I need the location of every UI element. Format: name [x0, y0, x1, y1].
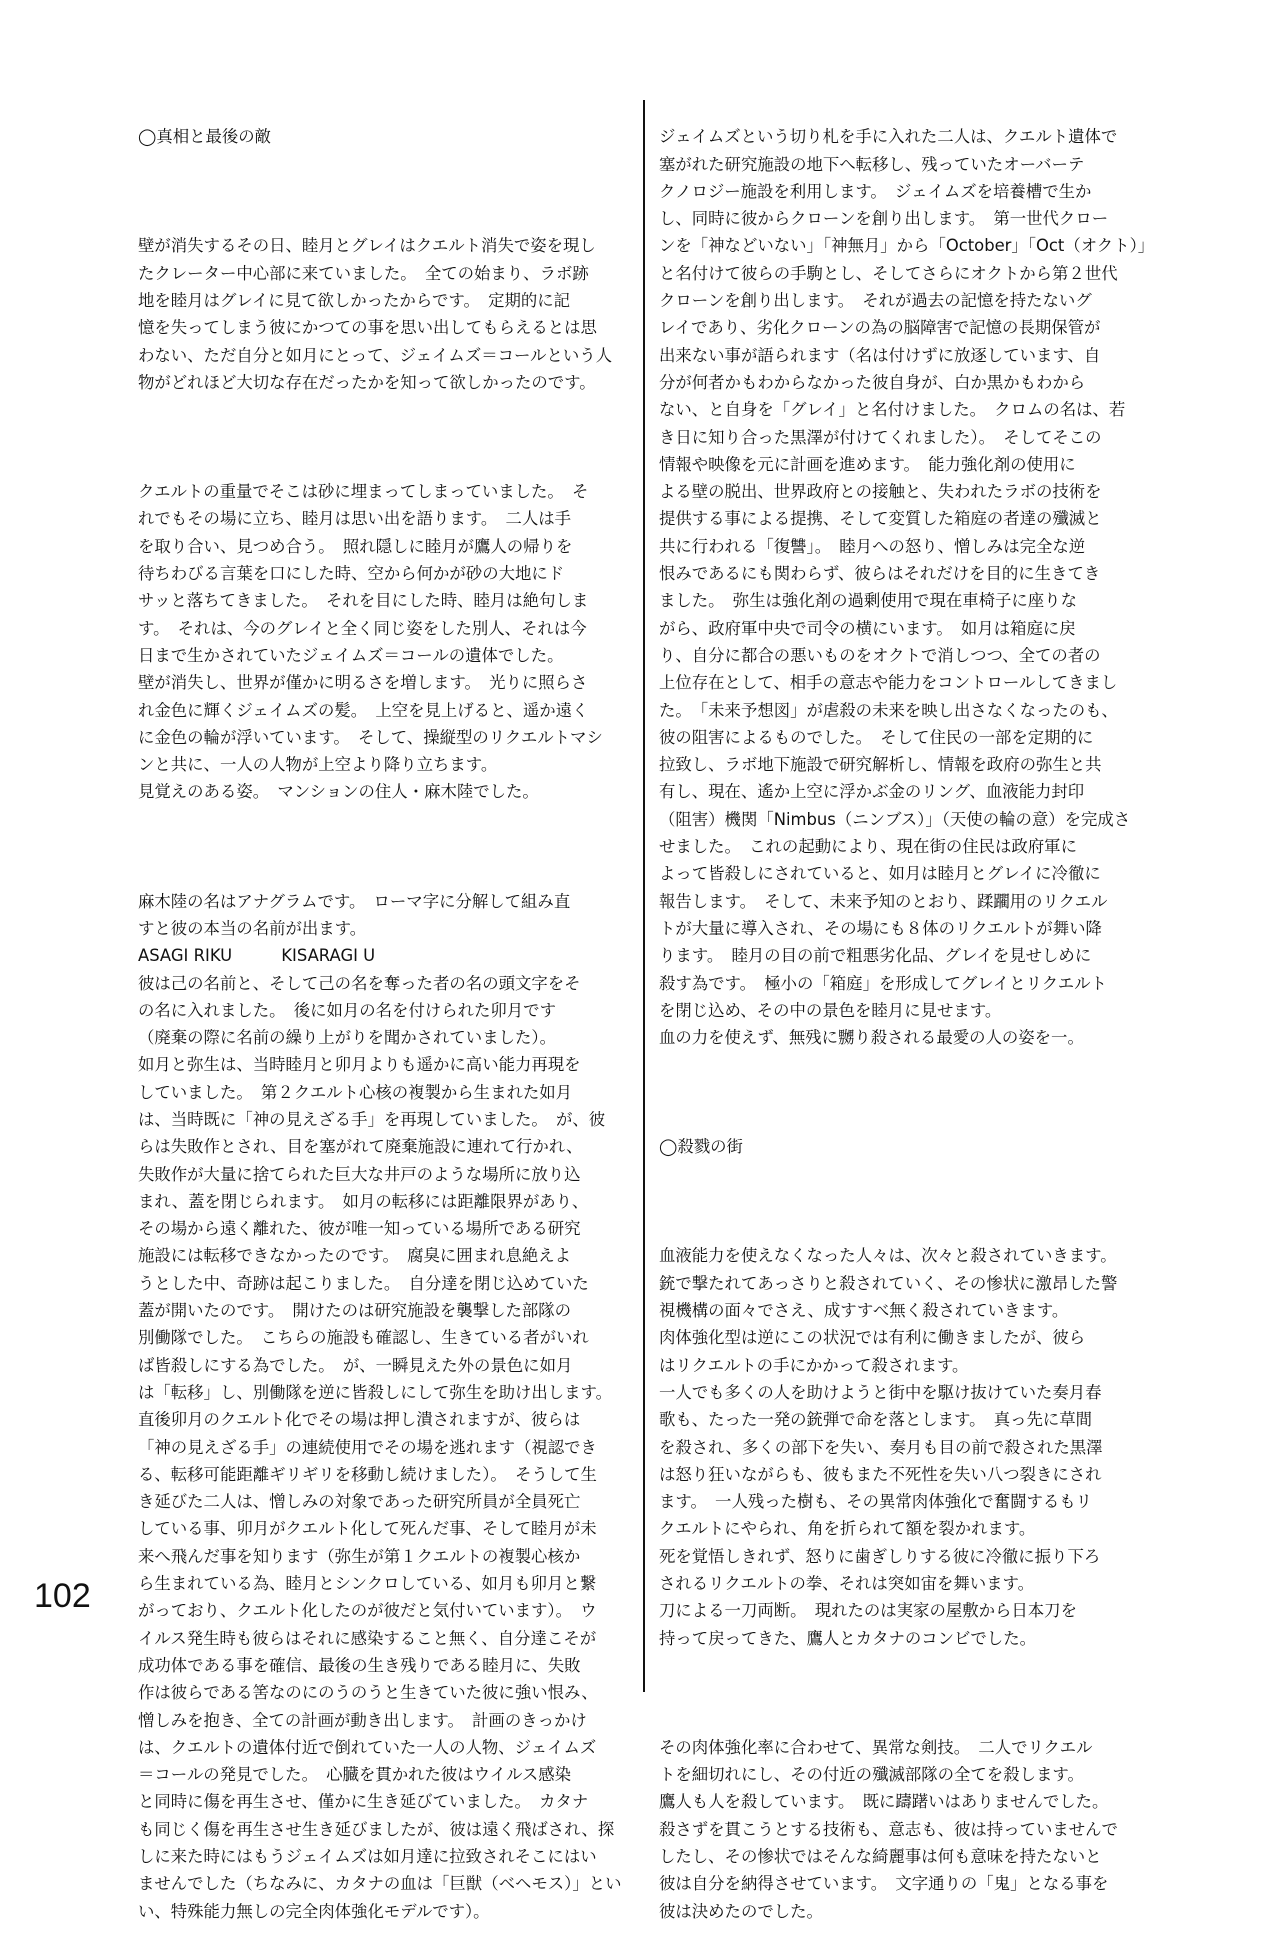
paragraph-gap: [659, 1079, 1161, 1106]
paragraph: その肉体強化率に合わせて、異常な剣技。 二人でリクエル トを細切れにし、その付近の殲滅部隊の全てを殺します。 鷹人も人を殺しています。 既に躊躇いはありませんでした。 殺さずを貫こうとする技術も、意志も、彼は持っていませんで したし、その惨状ではそんな綺麗事は何も意味を持たないと 彼は自分を納得させています。 文字通りの「鬼」となる事を 彼は決めたのでした。: [659, 1737, 1118, 1921]
section-heading-truth: ◯真相と最後の敵: [138, 127, 272, 147]
left-column: [138, 96, 640, 1952]
paragraph-gap: [659, 1679, 1161, 1706]
right-column: [659, 96, 1161, 1952]
section-heading-massacre: ◯殺戮の街: [659, 1137, 743, 1157]
paragraph-gap: [659, 1188, 1161, 1215]
page-number: 102: [34, 1577, 91, 1615]
paragraph-gap: [138, 178, 640, 205]
column-divider: [643, 100, 645, 1692]
paragraph-gap: [138, 833, 640, 860]
paragraph: 麻木陸の名はアナグラムです。 ローマ字に分解して組み直 すと彼の本当の名前が出ます。 ASAGI RIKU KISARAGI U 彼は己の名前と、そして己の名を奪った者の名の頭文字をそ の名に入れました。 後に如月の名を付けられた卯月です （廃棄の際に名前の繰り上がりを聞かされていました）。 如月と弥生は、当時睦月と卯月よりも遥かに高い能力再現を していました。 第２クエルト心核の複製から生まれた如月 は、当時既に「神の見えざる手」を再現していました。 が、彼 らは失敗作とされ、目を塞がれて廃棄施設に連れて行かれ、 失敗作が大量に捨てられた巨大な井戸のような場所に放り込 まれ、蓋を閉じられます。 如月の転移には距離限界があり、 その場から遠く離れた、彼が唯一知っている場所である研究 施設には転移できなかったのです。 腐臭に囲まれ息絶えよ うとした中、奇跡は起こりました。 自分達を閉じ込めていた 蓋が開いたのです。 開けたのは研究施設を襲撃した部隊の 別働隊でした。 こちらの施設も確認し、生きている者がいれ ば皆殺しにする為でした。 が、一瞬見えた外の景色に如月 は「転移」し、別働隊を逆に皆殺しにして弥生を助け出します。 直後卯月のクエルト化でその場は押し潰されますが、彼らは 「神の見えざる手」の連続使用でその場を逃れます（視認でき る、転移可能距離ギリギリを移動し続けました）。 そうして生 き延びた二人は、憎しみの対象であった研究所員が全員死亡 している事、卯月がクエルト化して死んだ事、そして睦月が未 来へ飛んだ事を知ります（弥生が第１クエルトの複製心核か ら生まれている為、睦月とシンクロしている、如月も卯月と繋 がっており、クエルト化したのが彼だと気付いています）。 ウ イルス発生時も彼らはそれに感染すること無く、自分達こそが 成功体である事を確信、最後の生き残りである睦月に、失敗 作は彼らである筈なのにのうのうと生きていた彼に強い恨み、 憎しみを抱き、全ての計画が動き出します。 計画のきっかけ は、クエルトの遺体付近で倒れていた一人の人物、ジェイムズ ＝コールの発見でした。 心臓を貫かれた彼はウイルス感染 と同時に傷を再生させ、僅かに生き延びていました。 カタナ も同じく傷を再生させ生き延びましたが、彼は遠く飛ばされ、探 しに来た時にはもうジェイムズは如月達に拉致されそこにはい ませんでした（ちなみに、カタナの血は「巨獣（ベヘモス）」とい い、特殊能力無しの完全肉体強化モデルです）。: [138, 891, 622, 1921]
paragraph: クエルトの重量でそこは砂に埋まってしまっていました。 そ れでもその場に立ち、睦月は思い出を語ります。 二人は手 を取り合い、見つめ合う。 照れ隠しに睦月が鷹人の帰りを 待ちわびる言葉を口にした時、空から何かが砂の大地にド サッと落ちてきました。 それを目にした時、睦月は絶句しま す。 それは、今のグレイと全く同じ姿をした別人、それは今 日まで生かされていたジェイムズ＝コールの遺体でした。 壁が消失し、世界が僅かに明るさを増します。 光りに照らさ れ金色に輝くジェイムズの髪。 上空を見上げると、遥か遠く に金色の輪が浮いています。 そして、操縦型のリクエルトマシ ンと共に、一人の人物が上空より降り立ちます。 見覚えのある姿。 マンションの住人・麻木陸でした。: [138, 482, 603, 802]
paragraph: ジェイムズという切り札を手に入れた二人は、クエルト遺体で 塞がれた研究施設の地下へ転移し、残っていたオーバーテ クノロジー施設を利用します。 ジェイムズを培養槽で生か し、同時に彼からクローンを創り出します。 第一世代クロー ンを「神などいない」「神無月」から「October」「Oct（オクト）」 と名付けて彼らの手駒とし、そしてさらにオクトから第２世代 クローンを創り出します。 それが過去の記憶を持たないグ レイであり、劣化クローンの為の脳障害で記憶の長期保管が 出来ない事が語られます（名は付けずに放逐しています、自 分が何者かもわからなかった彼自身が、白か黒かもわから ない、と自身を「グレイ」と名付けました。 クロムの名は、若 き日に知り合った黒澤が付けてくれました）。 そしてそこの 情報や映像を元に計画を進めます。 能力強化剤の使用に よる壁の脱出、世界政府との接触と、失われたラボの技術を 提供する事による提携、そして変質した箱庭の者達の殲滅と 共に行われる「復讐」。 睦月への怒り、憎しみは完全な逆 恨みであるにも関わらず、彼らはそれだけを目的に生きてき ました。 弥生は強化剤の過剰使用で現在車椅子に座りな がら、政府軍中央で司令の横にいます。 如月は箱庭に戻 り、自分に都合の悪いものをオクトで消しつつ、全ての者の 上位存在として、相手の意志や能力をコントロールしてきまし た。 「未来予想図」が虐殺の未来を映し出さなくなったのも、 彼の阻害によるものでした。 そして住民の一部を定期的に 拉致し、ラボ地下施設で研究解析し、情報を政府の弥生と共 有し、現在、遙か上空に浮かぶ金のリング、血液能力封印 （阻害）機関「Nimbus（ニンブス）」（天使の輪の意）を完成さ せました。 これの起動により、現在街の住民は政府軍に よって皆殺しにされていると、如月は睦月とグレイに冷徹に 報告します。 そして、未来予知のとおり、蹂躙用のリクエル トが大量に導入され、その場にも８体のリクエルトが舞い降 ります。 睦月の目の前で粗悪劣化品、グレイを見せしめに 殺す為です。 極小の「箱庭」を形成してグレイとリクエルト を閉じ込め、その中の景色を睦月に見せます。 血の力を使えず、無残に嬲り殺される最愛の人の姿を一。: [659, 127, 1155, 1048]
paragraph: 壁が消失するその日、睦月とグレイはクエルト消失で姿を現し たクレーター中心部に来ていました。 全ての始まり、ラボ跡 地を睦月はグレイに見て欲しかったからです。 定期的に記 憶を失ってしまう彼にかつての事を思い出してもらえるとは思 わない、ただ自分と如月にとって、ジェイムズ＝コールという人 物がどれほど大切な存在だったかを知って欲しかったのです。: [138, 236, 613, 392]
paragraph-gap: [138, 424, 640, 451]
paragraph: 血液能力を使えなくなった人々は、次々と殺されていきます。 銃で撃たれてあっさりと殺されていく、その惨状に激昂した警 視機構の面々でさえ、成すすべ無く殺されていきます。 肉体強化型は逆にこの状況では有利に働きましたが、彼ら はリクエルトの手にかかって殺されます。 一人でも多くの人を助けようと街中を駆け抜けていた奏月春 歌も、たった一発の銃弾で命を落とします。 真っ先に草間 を殺され、多くの部下を失い、奏月も目の前で殺された黒澤 は怒り狂いながらも、彼もまた不死性を失い八つ裂きにされ ます。 一人残った樹も、その異常肉体強化で奮闘するもリ クエルトにやられ、角を折られて額を裂かれます。 死を覚悟しきれず、怒りに歯ぎしりする彼に冷徹に振り下ろ されるリクエルトの拳、それは突如宙を舞います。 刀による一刀両断。 現れたのは実家の屋敷から日本刀を 持って戻ってきた、鷹人とカタナのコンビでした。: [659, 1246, 1118, 1648]
